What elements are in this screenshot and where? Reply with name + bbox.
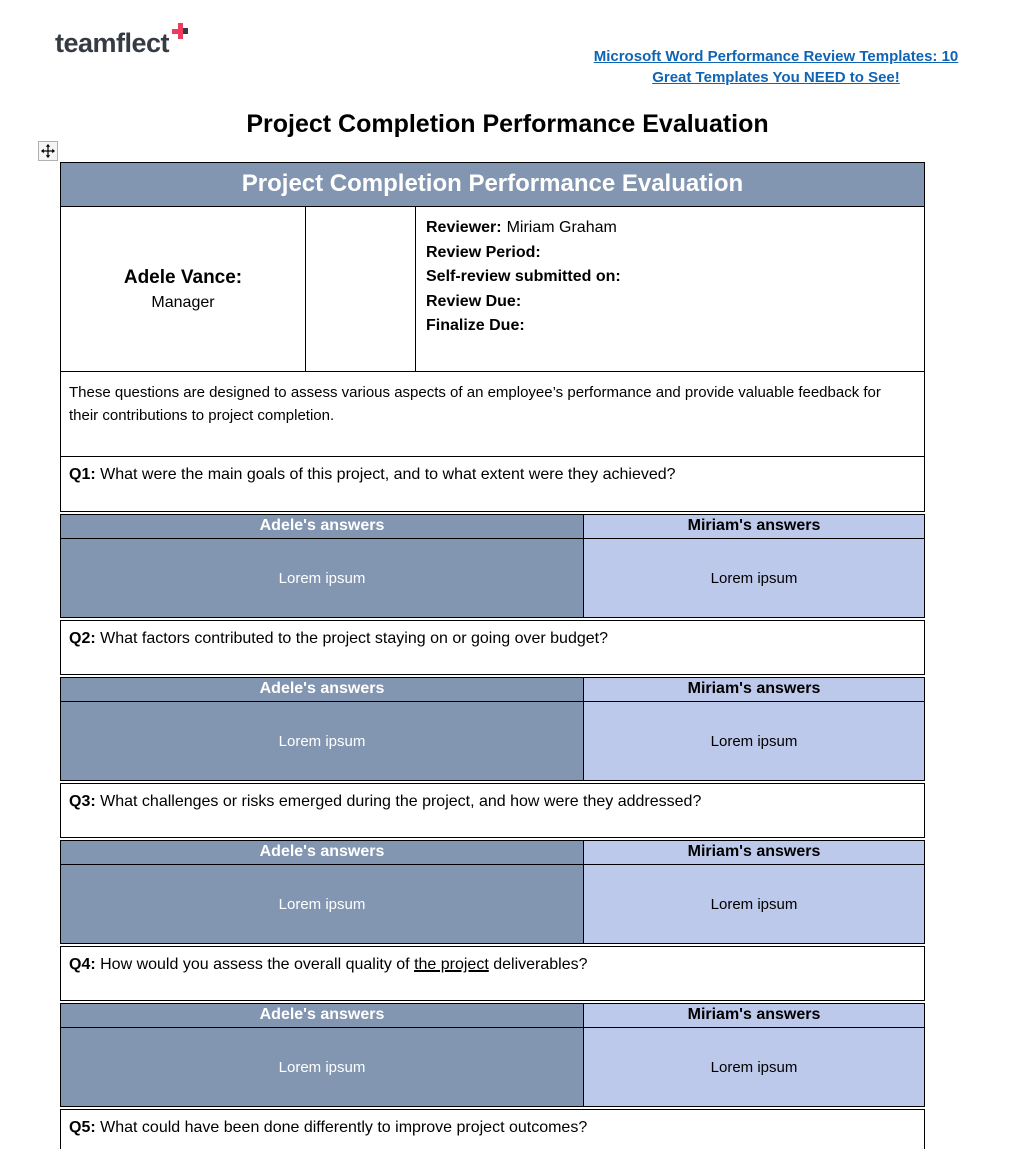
review-info-row bbox=[60, 207, 925, 372]
answers-header-row bbox=[61, 841, 924, 865]
answers-body-row bbox=[61, 1028, 924, 1106]
adele-answers-header: Adele's answers bbox=[61, 1004, 584, 1027]
templates-link[interactable]: Microsoft Word Performance Review Templates: 10 Great Templates You NEED to See! bbox=[593, 48, 959, 86]
reviewer-line: Reviewer: Miriam Graham bbox=[426, 219, 617, 236]
miriam-answers-header: Miriam's answers bbox=[584, 515, 924, 538]
adele-answer-cell[interactable]: Lorem ipsum bbox=[61, 539, 584, 617]
answers-header-row bbox=[61, 678, 924, 702]
answers-table-q1 bbox=[60, 514, 925, 618]
miriam-answer-cell[interactable]: Lorem ipsum bbox=[584, 1028, 924, 1106]
miriam-answer-cell[interactable]: Lorem ipsum bbox=[584, 702, 924, 780]
answers-table-q2 bbox=[60, 677, 925, 781]
table-move-handle-icon[interactable] bbox=[38, 141, 58, 161]
question-row-q5: Q5: What could have been done differently to improve project outcomes? bbox=[60, 1109, 925, 1149]
adele-answers-header: Adele's answers bbox=[61, 841, 584, 864]
employee-role: Manager bbox=[151, 293, 215, 311]
evaluation-table bbox=[60, 162, 925, 1149]
miriam-answers-header: Miriam's answers bbox=[584, 1004, 924, 1027]
answers-body-row bbox=[61, 539, 924, 617]
adele-answers-header: Adele's answers bbox=[61, 678, 584, 701]
miriam-answer-cell[interactable]: Lorem ipsum bbox=[584, 539, 924, 617]
miriam-answer-cell[interactable]: Lorem ipsum bbox=[584, 865, 924, 943]
finalize-due-line: Finalize Due: bbox=[426, 317, 525, 334]
answers-header-row bbox=[61, 1004, 924, 1028]
underlined-text: the project bbox=[414, 956, 489, 973]
question-row-q4: Q4: How would you assess the overall quality of the project deliverables? bbox=[60, 946, 925, 1001]
adele-answers-header: Adele's answers bbox=[61, 515, 584, 538]
reviewer-info-cell bbox=[416, 207, 924, 371]
teamflect-logo bbox=[55, 28, 169, 59]
answers-table-q4 bbox=[60, 1003, 925, 1107]
miriam-answers-header: Miriam's answers bbox=[584, 678, 924, 701]
review-due-line: Review Due: bbox=[426, 292, 522, 310]
adele-answer-cell[interactable]: Lorem ipsum bbox=[61, 1028, 584, 1106]
teamflect-plus-icon bbox=[172, 23, 188, 39]
header-hyperlink[interactable] bbox=[592, 46, 960, 88]
answers-body-row bbox=[61, 702, 924, 780]
description-text: These questions are designed to assess various aspects of an employee’s performance and provide valuable feedback for their contributions to project completion. bbox=[60, 372, 925, 457]
page-title: Project Completion Performance Evaluation bbox=[246, 110, 769, 138]
miriam-answers-header: Miriam's answers bbox=[584, 841, 924, 864]
adele-answer-cell[interactable]: Lorem ipsum bbox=[61, 702, 584, 780]
question-row-q3: Q3: What challenges or risks emerged during the project, and how were they addressed? bbox=[60, 783, 925, 838]
adele-answer-cell[interactable]: Lorem ipsum bbox=[61, 865, 584, 943]
answers-header-row bbox=[61, 515, 924, 539]
review-period-line: Review Period: bbox=[426, 243, 541, 261]
table-banner-title: Project Completion Performance Evaluation bbox=[60, 162, 925, 207]
question-row-q1: Q1: What were the main goals of this project, and to what extent were they achieved? bbox=[60, 457, 925, 512]
answers-table-q3 bbox=[60, 840, 925, 944]
self-review-line: Self-review submitted on: bbox=[426, 268, 621, 285]
answers-body-row bbox=[61, 865, 924, 943]
employee-cell bbox=[61, 207, 306, 371]
employee-name: Adele Vance: bbox=[123, 266, 243, 288]
empty-cell bbox=[306, 207, 416, 371]
question-row-q2: Q2: What factors contributed to the project staying on or going over budget? bbox=[60, 620, 925, 675]
teamflect-logo-text: teamflect bbox=[55, 28, 170, 58]
